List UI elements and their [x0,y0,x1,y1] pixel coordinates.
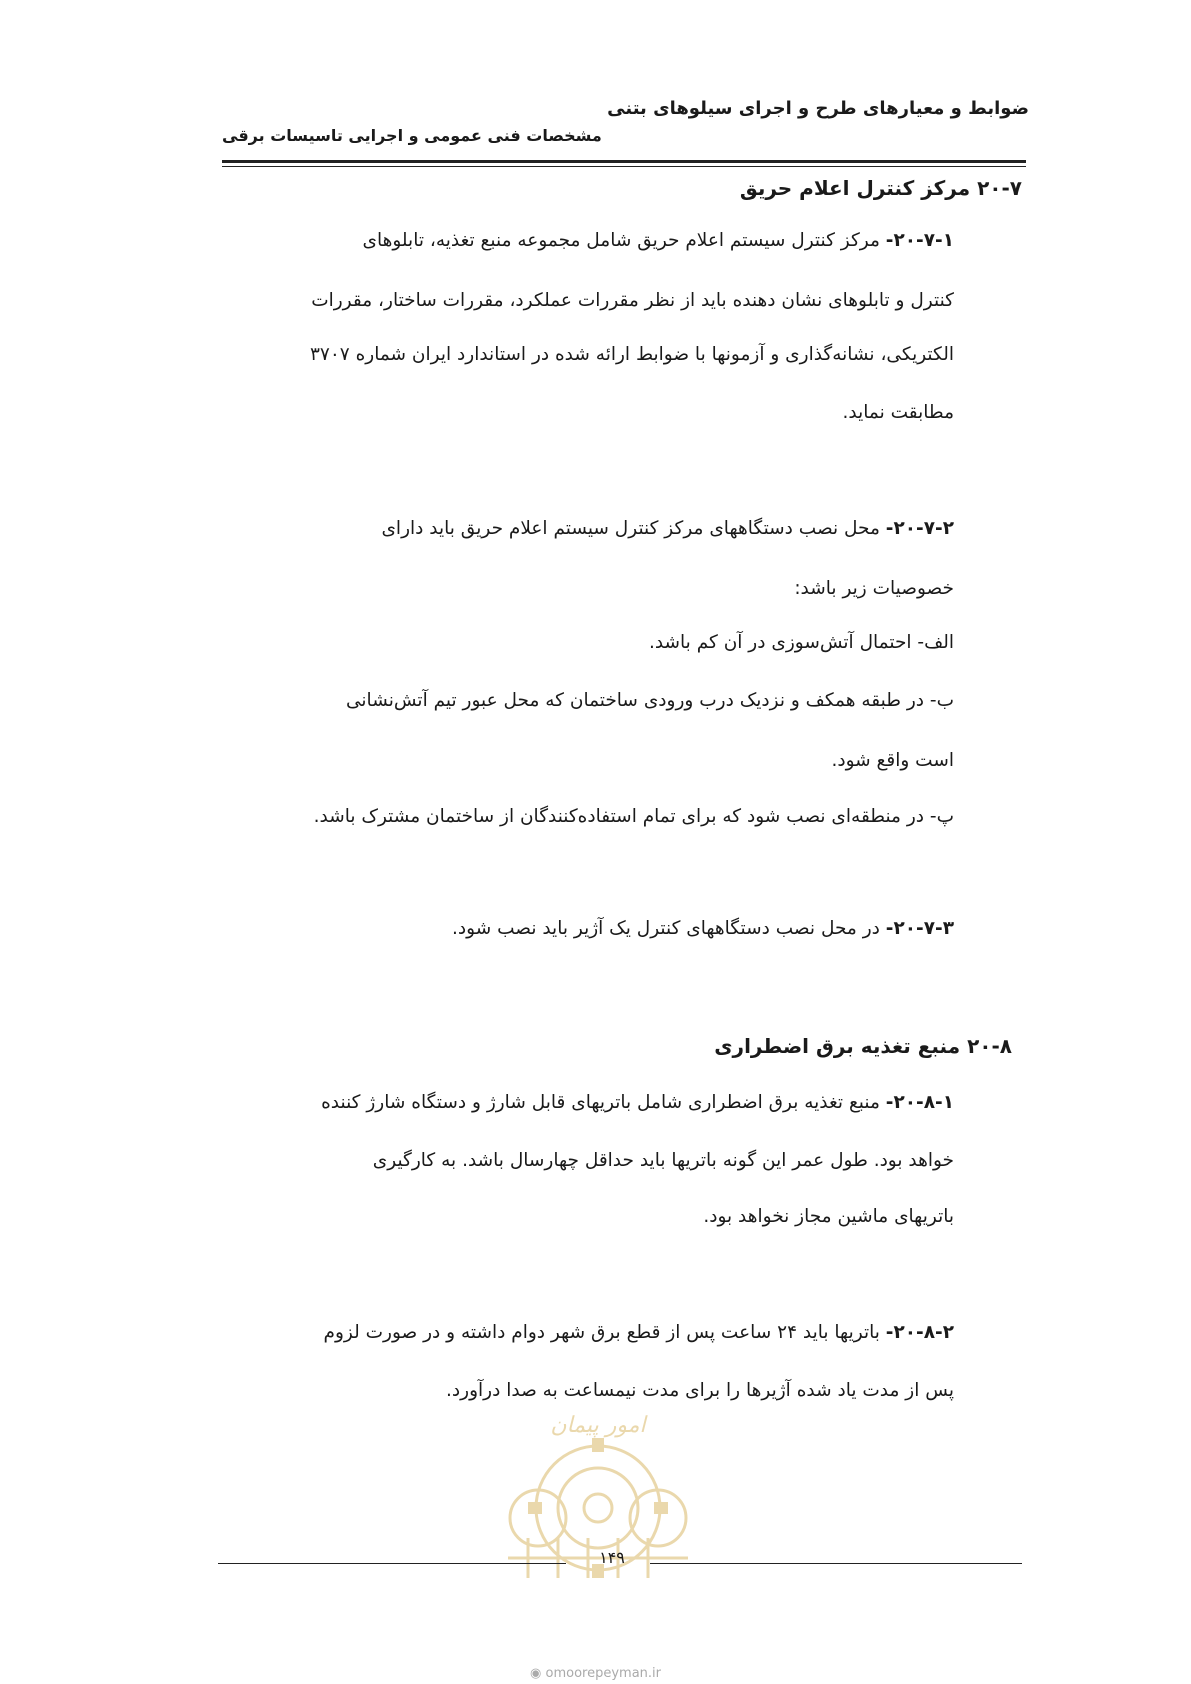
para-20-7-3-line-1 [452,918,954,939]
para-20-7-2-line-2: خصوصیات زیر باشد: [794,578,954,599]
para-20-7-2-item-be: ب- در طبقه همکف و نزدیک درب ورودی ساختمان که محل عبور تیم آتش‌نشانی [345,690,954,711]
para-20-7-2-item-alef: الف- احتمال آتش‌سوزی در آن کم باشد. [648,632,954,653]
para-number: ۲۰-۸-۲- [885,1322,954,1343]
header-chapter-title: مشخصات فنی عمومی و اجرایی تاسیسات برقی [222,126,602,145]
para-20-7-1-line-4: مطابقت نماید. [842,402,954,423]
para-20-7-2-item-be-cont: است واقع شود. [831,750,954,771]
para-20-7-2-line-1 [381,518,954,539]
para-20-7-1-line-2: کنترل و تابلوهای نشان دهنده باید از نظر مقررات عملکرد، مقررات ساختار، مقررات [311,290,954,311]
header-book-title: ضوابط و معیارهای طرح و اجرای سیلوهای بتنی [607,98,1029,119]
para-text: باتریها باید ۲۴ ساعت پس از قطع برق شهر دوام داشته و در صورت لزوم [323,1322,880,1343]
para-text: در محل نصب دستگاههای کنترل یک آژیر باید نصب شود. [452,918,880,939]
para-text: محل نصب دستگاههای مرکز کنترل سیستم اعلام حریق باید دارای [381,518,880,539]
globe-icon: ◉ [530,1666,542,1681]
page-body [222,0,1022,1560]
para-number: ۲۰-۸-۱- [885,1092,954,1113]
para-20-7-1-line-1 [362,230,954,251]
footer-rule-left [218,1563,566,1564]
para-20-8-1-line-3: باتریهای ماشین مجاز نخواهد بود. [703,1206,954,1227]
para-text: مرکز کنترل سیستم اعلام حریق شامل مجموعه منبع تغذیه، تابلوهای [362,230,880,251]
site-watermark [0,1666,1191,1681]
para-20-7-1-line-3: الکتریکی، نشانه‌گذاری و آزمونها با ضوابط ارائه شده در استاندارد ایران شماره ۳۷۰۷ [309,344,954,365]
para-text: منبع تغذیه برق اضطراری شامل باتریهای قابل شارژ و دستگاه شارژ کننده [321,1092,880,1113]
para-20-8-2-line-1 [324,1322,955,1343]
footer-rule-right [650,1563,1022,1564]
para-number: ۲۰-۷-۱- [885,230,954,251]
stamp-text: امور پیمان [550,1413,646,1438]
para-20-8-1-line-2: خواهد بود. طول عمر این گونه باتریها باید حداقل چهارسال باشد. به کارگیری [372,1150,954,1171]
para-20-7-2-item-pe: پ- در منطقه‌ای نصب شود که برای تمام استفاده‌کنندگان از ساختمان مشترک باشد. [313,806,954,827]
para-number: ۲۰-۷-۲- [885,518,954,539]
watermark-text: omoorepeyman.ir [545,1666,661,1681]
para-20-8-1-line-1 [321,1092,954,1113]
section-heading-20-8: ۲۰-۸ منبع تغذیه برق اضطراری [714,1034,1012,1058]
page-number: ۱۴۹ [599,1548,625,1567]
para-20-8-2-line-2: پس از مدت یاد شده آژیرها را برای مدت نیمساعت به صدا درآورد. [446,1380,954,1401]
section-heading-20-7: ۲۰-۷ مرکز کنترل اعلام حریق [739,176,1022,200]
para-number: ۲۰-۷-۳- [885,918,954,939]
